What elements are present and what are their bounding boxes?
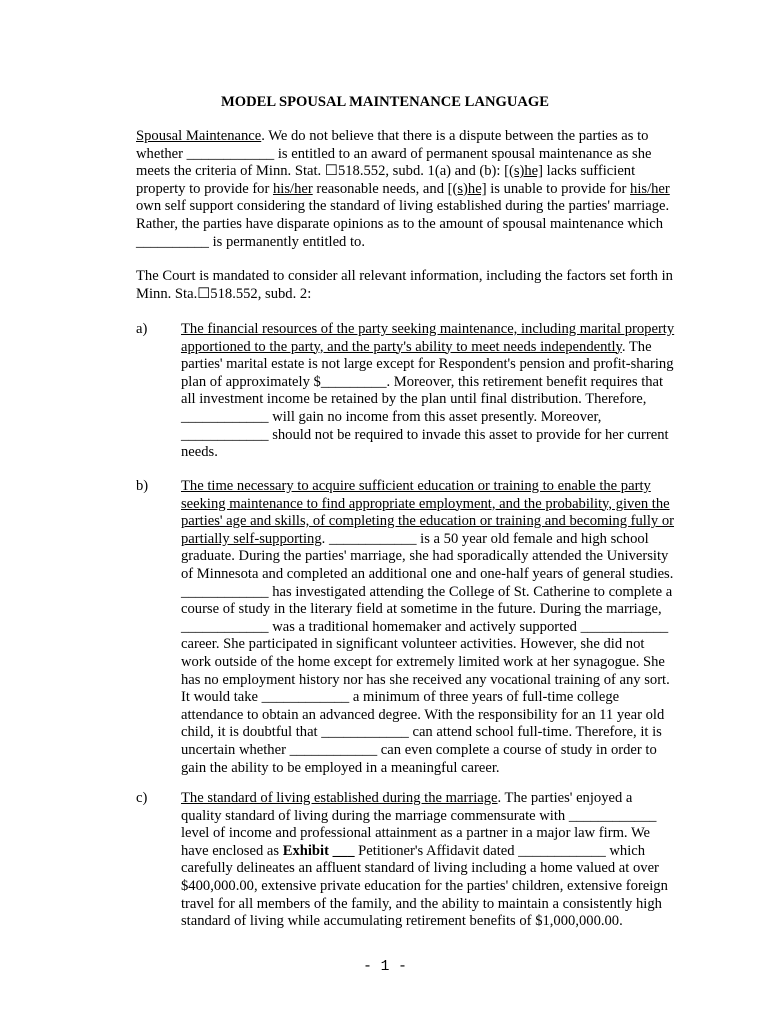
intro-line-2: whether ____________ is entitled to an award of permanent spousal maintenance as she — [136, 145, 652, 162]
court-line-1: The Court is mandated to consider all relevant information, including the factors set forth in — [136, 268, 673, 284]
item-a-heading-1: The financial resources of the party seeking maintenance, including marital property — [181, 321, 675, 337]
intro-line-5: own self support considering the standard of living established during the parties' marriage. — [136, 198, 670, 215]
item-c-label: c) — [136, 790, 148, 806]
item-b-line: career. She participated in significant volunteer activities. However, she did not — [181, 636, 645, 653]
item-b-line: graduate. During the parties' marriage, she had sporadically attended the University — [181, 548, 669, 565]
item-b-line: attendance to obtain an advanced degree. With the responsibility for an 11 year old — [181, 706, 665, 723]
item-c-line: level of income and professional attainment as a partner in a major law firm. We — [181, 825, 651, 842]
item-c-line: $400,000.00, extensive private education for the parties' children, extensive foreign — [181, 877, 668, 894]
court-line-2: Minn. Sta.☐518.552, subd. 2: — [136, 285, 312, 302]
intro-line-6: Rather, the parties have disparate opinions as to the amount of spousal maintenance which — [136, 215, 664, 232]
item-b-line: ____________ was a traditional homemaker and actively supported ____________ — [181, 618, 669, 635]
intro-line-3: meets the criteria of Minn. Stat. ☐518.552, subd. 1(a) and (b): [(s)he] lacks sufficient — [136, 163, 636, 180]
page-number: - 1 - — [363, 959, 407, 975]
intro-line-7: __________ is permanently entitled to. — [136, 233, 366, 250]
item-b-heading-2: seeking maintenance to find appropriate employment, and the probability, given the — [181, 495, 670, 512]
item-b-line: has no employment history nor has she received any vocational training of any sort. — [181, 671, 670, 688]
intro-line-4: property to provide for his/her reasonable needs, and [(s)he] is unable to provide for his/her — [136, 180, 670, 197]
intro-line-1: Spousal Maintenance. We do not believe that there is a dispute between the parties as to — [136, 128, 649, 144]
item-c-line: standard of living while accumulating retirement benefits of $1,000,000.00. — [181, 913, 623, 930]
item-c-line: quality standard of living during the marriage commensurate with ____________ — [181, 807, 657, 824]
item-a-line: ____________ will gain no income from this asset presently. Moreover, — [181, 408, 602, 425]
item-c-exhibit-line: have enclosed as Exhibit ___ Petitioner's Affidavit dated ____________ which — [181, 842, 646, 859]
item-c-heading: The standard of living established during the marriage. The parties' enjoyed a — [181, 790, 633, 806]
item-a-line: ____________ should not be required to invade this asset to provide for her current — [181, 426, 669, 443]
item-b-line: gain the ability to be employed in a meaningful career. — [181, 759, 500, 776]
item-b-line: work outside of the home except for extremely limited work at her synagogue. She — [181, 653, 665, 670]
intro-paragraph — [136, 128, 678, 251]
item-b-heading-4: partially self-supporting. ____________ is a 50 year old female and high school — [181, 530, 649, 547]
item-b-line: child, it is doubtful that ____________ can attend school full-time. Therefore, it is — [181, 724, 662, 741]
item-a-heading-2: apportioned to the party, and the party's ability to meet needs independently. The — [181, 338, 652, 355]
item-b-heading-1: The time necessary to acquire sufficient education or training to enable the party — [181, 478, 651, 494]
item-c-line: carefully delineates an affluent standard of living including a home valued at over — [181, 860, 659, 877]
item-b-heading-3: parties' age and skills, of completing the education or training and becoming fully or — [181, 513, 675, 530]
item-a-body — [181, 321, 681, 462]
item-c-body — [181, 790, 681, 931]
item-b-body — [181, 478, 681, 777]
item-a-label: a) — [136, 321, 148, 337]
item-a-line: plan of approximately $_________. Moreover, this retirement benefit requires that — [181, 373, 664, 390]
document-title: MODEL SPOUSAL MAINTENANCE LANGUAGE — [221, 94, 549, 110]
item-c-line: travel for all members of the family, and the ability to maintain a consistently high — [181, 895, 662, 912]
item-b-label: b) — [136, 478, 149, 494]
item-b-line: ____________ has investigated attending the College of St. Catherine to complete a — [181, 583, 673, 600]
item-b-line: course of study in the literary field at sometime in the future. During the marriage, — [181, 601, 662, 618]
intro-heading: Spousal Maintenance — [136, 128, 262, 144]
exhibit-label: Exhibit ___ — [282, 842, 355, 859]
court-paragraph — [136, 268, 678, 303]
item-a-line: parties' marital estate is not large except for Respondent's pension and profit-sharing — [181, 356, 674, 373]
item-b-line: of Minnesota and completed an additional one and one-half years of general studies. — [181, 565, 674, 582]
item-b-line: It would take ____________ a minimum of three years of full-time college — [181, 689, 620, 706]
item-b-line: uncertain whether ____________ can even complete a course of study in order to — [181, 741, 657, 758]
item-a-line: all investment income be retained by the plan until final distribution. Therefore, — [181, 391, 647, 408]
item-a-line: needs. — [181, 444, 218, 461]
